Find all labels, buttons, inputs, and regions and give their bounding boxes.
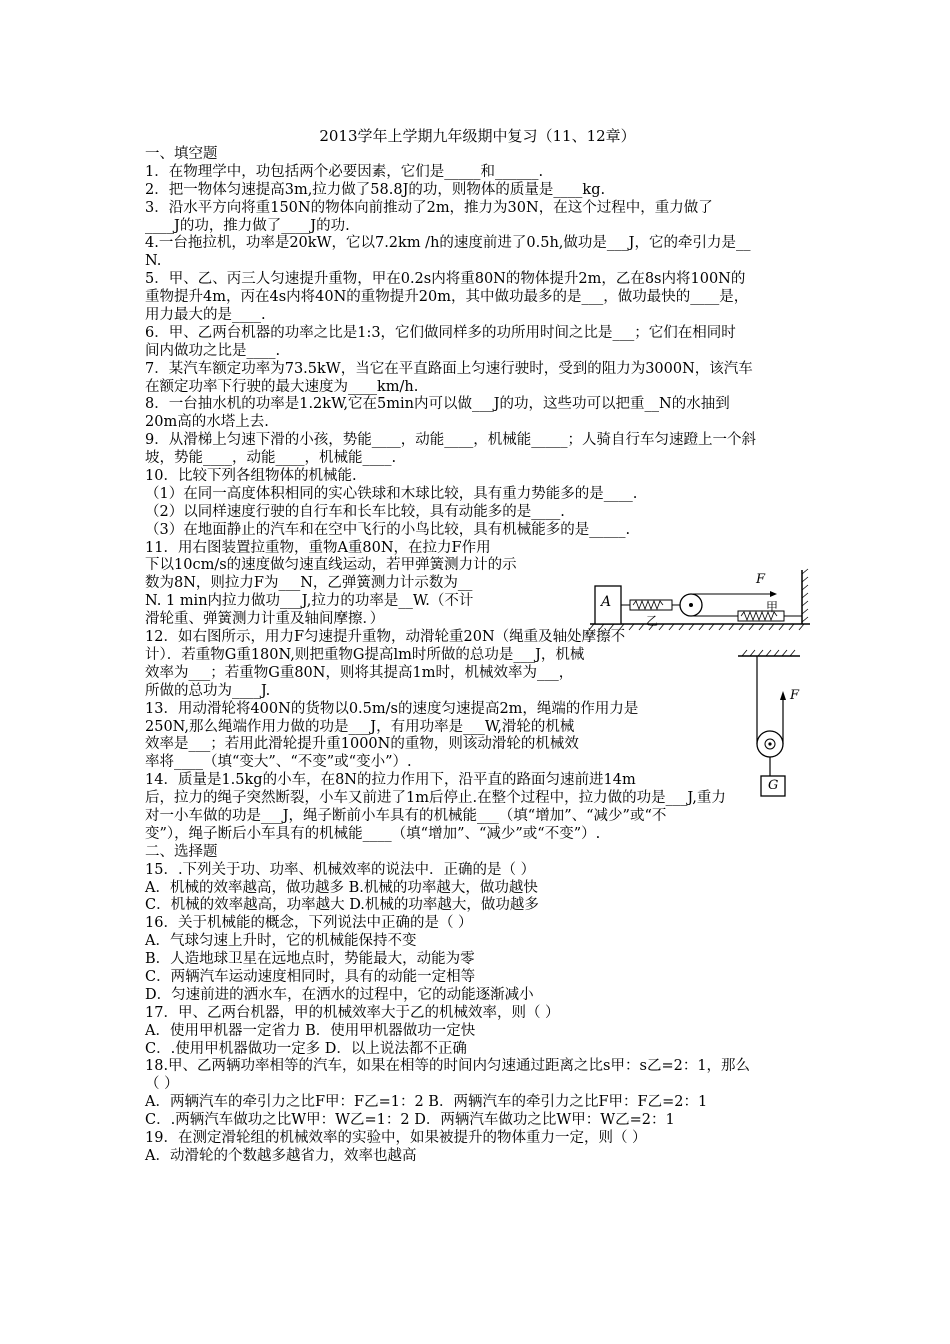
- q7-line-2: 在额定功率下行驶的最大速度为____km/h.: [145, 378, 419, 395]
- q11-line-3: 数为8N，则拉力F为___N，乙弹簧测力计示数为__: [145, 575, 473, 592]
- q13-line-4: 率将____（填“变大”、“不变”或“变小”）.: [145, 754, 412, 771]
- q6-line-1: 6．甲、乙两台机器的功率之比是1:3，它们做同样多的功所用时间之比是___；它们在相同时: [145, 324, 736, 341]
- section-heading-choice: 二、选择题: [145, 843, 218, 860]
- document-page: [145, 126, 810, 1166]
- q12-line-4: 所做的总功为____J.: [145, 682, 271, 699]
- figure-q11-pulley-system: [588, 568, 818, 632]
- q8-line-1: 8．一台抽水机的功率是1.2kW,它在5min内可以做___J的功，这些功可以把重__N的水抽到: [145, 396, 730, 413]
- q5-line-3: 用力最大的是____.: [145, 307, 266, 324]
- q17-options-ab: A．使用甲机器一定省力 B．使用甲机器做功一定快: [145, 1022, 476, 1039]
- section-heading-fill: 一、填空题: [145, 146, 218, 162]
- q3-line-1: 3．沿水平方向将重150N的物体向前推动了2m，推力为30N，在这个过程中，重力做了: [145, 199, 713, 216]
- q11-line-2: 下以10cm/s的速度做匀速直线运动，若甲弹簧测力计的示: [145, 557, 517, 574]
- q12-line-1: 12．如右图所示，用力F匀速提升重物，动滑轮重20N（绳重及轴处摩擦不: [145, 629, 626, 646]
- q16-option-b: B．人造地球卫星在远地点时，势能最大，动能为零: [145, 951, 475, 968]
- q3-line-2: ____J的功，推力做了____J的功.: [145, 217, 350, 234]
- q12-line-3: 效率为___；若重物G重80N，则将其提高1m时，机械效率为___，: [145, 664, 574, 681]
- q10-line: 10．比较下列各组物体的机械能.: [145, 468, 357, 485]
- q9-line-2: 坡，势能____，动能____，机械能____.: [145, 450, 397, 467]
- q11-line-1: 11．用右图装置拉重物，重物A重80N，在拉力F作用: [145, 539, 491, 556]
- q18-line-2: （ ）: [145, 1076, 179, 1093]
- q14-line-2: 后，拉力的绳子突然断裂，小车又前进了1m后停止.在整个过程中，拉力做的功是___J,重力: [145, 790, 726, 807]
- q4-line-1: 4.一台拖拉机，功率是20kW，它以7.2km /h的速度前进了0.5h,做功是___J，它的牵引力是__: [145, 235, 751, 252]
- q7-line-1: 7．某汽车额定功率为73.5kW，当它在平直路面上匀速行驶时，受到的阻力为3000N，该汽车: [145, 360, 753, 377]
- q12-line-2: 计）．若重物G重180N,则把重物G提高lm时所做的总功是___J，机械: [145, 646, 585, 663]
- q19-option-a: A．动滑轮的个数越多越省力，效率也越高: [145, 1147, 417, 1164]
- q6-line-2: 间内做功之比是____.: [145, 342, 281, 359]
- q18-options-ab: A．两辆汽车的牵引力之比F甲：F乙=1：2 B．两辆汽车的牵引力之比F甲：F乙=2：1: [145, 1094, 708, 1111]
- q16-line: 16．关于机械能的概念，下列说法中正确的是（ ）: [145, 915, 473, 932]
- q13-line-3: 效率是___；若用此滑轮提升重1000N的重物，则该动滑轮的机械效: [145, 736, 579, 753]
- q10-sub-2: （2）以同样速度行驶的自行车和长车比较，具有动能多的是____.: [145, 503, 565, 520]
- q5-line-2: 重物提升4m，丙在4s内将40N的重物提升20m，其中做功最多的是___，做功最快的____是，: [145, 289, 749, 306]
- figure-q12-label-f: F: [790, 688, 800, 703]
- q8-line-2: 20m高的水塔上去.: [145, 414, 269, 431]
- q14-line-4: 变”），绳子断后小车具有的机械能____（填“增加”、“减少”或“不变”）.: [145, 825, 601, 842]
- q15-options-cd: C．机械的效率越高，功率越大 D.机械的功率越大，做功越多: [145, 897, 539, 914]
- q17-line: 17．甲、乙两台机器，甲的机械效率大于乙的机械效率，则（ ）: [145, 1004, 560, 1021]
- q14-line-1: 14．质量是1.5kg的小车，在8N的拉力作用下，沿平直的路面匀速前进14m: [145, 772, 636, 789]
- figure-q11-label-a: A: [601, 594, 612, 610]
- q15-line: 15．.下列关于功、功率、机械效率的说法中．正确的是（ ）: [145, 861, 536, 878]
- q11-line-5: 滑轮重、弹簧测力计重及轴间摩擦．）: [145, 611, 385, 628]
- figure-q12-movable-pulley: [734, 648, 814, 800]
- q16-option-a: A．气球匀速上升时，它的机械能保持不变: [145, 933, 417, 950]
- q11-line-4: N. 1 min内拉力做功___J,拉力的功率是__W.（不计: [145, 593, 474, 610]
- q10-sub-1: （1）在同一高度体积相同的实心铁球和木球比较，具有重力势能多的是____.: [145, 485, 638, 502]
- figure-q12-label-g: G: [768, 778, 779, 793]
- q10-sub-3: （3）在地面静止的汽车和在空中飞行的小鸟比较，具有机械能多的是_____.: [145, 521, 631, 538]
- q9-line-1: 9．从滑梯上匀速下滑的小孩，势能____，动能____，机械能_____；人骑自行车匀速蹬上一个斜: [145, 432, 756, 449]
- q2-line: 2．把一物体匀速提高3m,拉力做了58.8J的功，则物体的质量是____kg.: [145, 181, 606, 198]
- q18-options-cd: C．.两辆汽车做功之比W甲：W乙=1：2 D．两辆汽车做功之比W甲：W乙=2：1: [145, 1112, 675, 1129]
- q13-line-2: 250N,那么绳端作用力做的功是___J，有用功率是___W,滑轮的机械: [145, 718, 575, 735]
- q5-line-1: 5．甲、乙、丙三人匀速提升重物，甲在0.2s内将重80N的物体提升2m，乙在8s内将100N的: [145, 271, 746, 288]
- q1-line: 1．在物理学中，功包括两个必要因素，它们是_____和______.: [145, 163, 544, 180]
- q19-line: 19．在测定滑轮组的机械效率的实验中，如果被提升的物体重力一定，则（ ）: [145, 1129, 647, 1146]
- q4-line-2: N.: [145, 253, 162, 270]
- q16-option-c: C．两辆汽车运动速度相同时，具有的动能一定相等: [145, 968, 476, 985]
- figure-q11-label-yi: 乙: [646, 614, 659, 628]
- page-title: 2013学年上学期九年级期中复习（11、12章）: [319, 127, 636, 145]
- q18-line-1: 18.甲、乙两辆功率相等的汽车，如果在相等的时间内匀速通过距离之比s甲：s乙=2：1，那么: [145, 1058, 751, 1075]
- q13-line-1: 13．用动滑轮将400N的货物以0.5m/s的速度匀速提高2m，绳端的作用力是: [145, 700, 639, 717]
- q17-options-cd: C．.使用甲机器做功一定多 D．以上说法都不正确: [145, 1040, 467, 1057]
- figure-q11-label-f: F: [756, 572, 766, 587]
- q14-line-3: 对一小车做的功是___J，绳子断前小车具有的机械能___（填“增加”、“减少”或“不: [145, 807, 667, 824]
- q16-option-d: D．匀速前进的洒水车，在洒水的过程中，它的动能逐渐减小: [145, 986, 534, 1003]
- figure-q11-label-jia: 甲: [766, 600, 779, 614]
- q15-options-ab: A．机械的效率越高，做功越多 B.机械的功率越大，做功越快: [145, 879, 538, 896]
